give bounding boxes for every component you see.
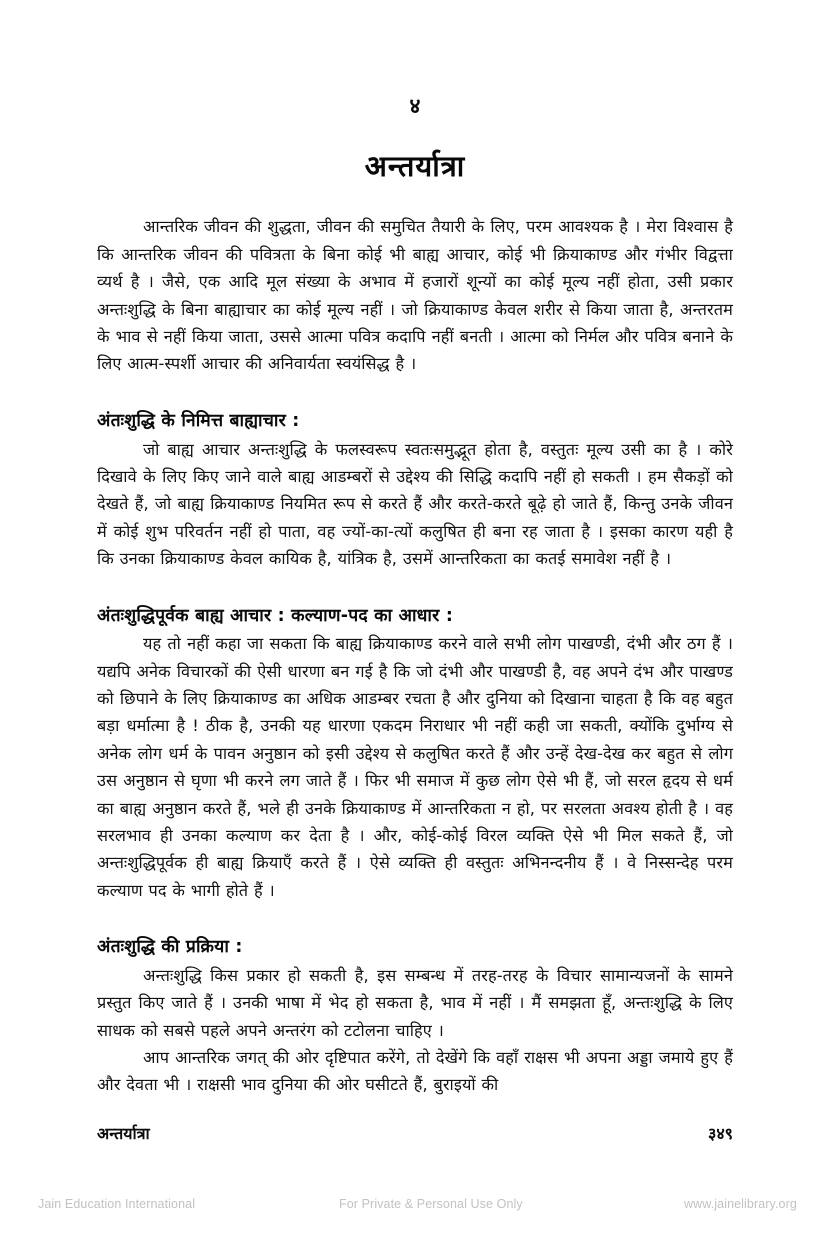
section-heading-bahyachar: अंतःशुद्धि के निमित्त बाह्याचार : [97, 410, 300, 431]
archive-usage-notice: For Private & Personal Use Only [339, 1197, 523, 1211]
paragraph-spacer [97, 575, 733, 587]
footer-running-title: अन्तर्यात्रा [97, 1124, 150, 1143]
section-paragraph-prakriya-1: अन्तःशुद्धि किस प्रकार हो सकती है, इस सम्बन्ध में तरह-तरह के विचार सामान्यजनों के सामने प्रस्तुत किए जाते हैं । उनकी भाषा में भेद हो सकता है, भाव में नहीं । मैं समझता हूँ, अन्तःशुद्धि के लिए साधक को सबसे पहले अपने अन्तरंग को टटोलना चाहिए । [97, 965, 733, 1040]
section-heading-prakriya: अंतःशुद्धि की प्रक्रिया : [97, 937, 243, 958]
paragraph-spacer [97, 906, 733, 918]
chapter-title: अन्तर्यात्रा [364, 149, 466, 183]
archive-organization-label: Jain Education International [38, 1197, 196, 1211]
section-paragraph-prakriya-2: आप आन्तरिक जगत् की ओर दृष्टिपात करेंगे, तो देखेंगे कि वहाँ राक्षस भी अपना अड्डा जमाये हुए हैं और देवता भी । राक्षसी भाव दुनिया की ओर घसीटते हैं, बुराइयों की [97, 1048, 733, 1095]
archive-website-link[interactable]: www.jainelibrary.org [684, 1197, 797, 1211]
page-content-column [97, 96, 733, 1099]
section-heading-kalyan-pad: अंतःशुद्धिपूर्वक बाह्य आचार : कल्याण-पद का आधार : [97, 605, 454, 626]
intro-paragraph: आन्तरिक जीवन की शुद्धता, जीवन की समुचित तैयारी के लिए, परम आवश्यक है । मेरा विश्वास है कि आन्तरिक जीवन की पवित्रता के बिना कोई भी बाह्य आचार, कोई भी क्रियाकाण्ड और गंभीर विद्वत्ता व्यर्थ है । जैसे, एक आदि मूल संख्या के अभाव में हजारों शून्यों का कोई मूल्य नहीं होता, उसी प्रकार अन्तःशुद्धि के बिना बाह्याचार का कोई मूल्य नहीं । जो क्रियाकाण्ड केवल शरीर से किया जाता है, अन्तरतम के भाव से नहीं किया जाता, उससे आत्मा पवित्र कदापि नहीं बनती । आत्मा को निर्मल और पवित्र बनाने के लिए आत्म-स्पर्शी आचार की अनिवार्यता स्वयंसिद्ध है । [97, 217, 733, 374]
book-running-footer [97, 1122, 733, 1144]
chapter-number: ४ [409, 94, 421, 118]
section-paragraph-kalyan-pad: यह तो नहीं कहा जा सकता कि बाह्य क्रियाकाण्ड करने वाले सभी लोग पाखण्डी, दंभी और ठग हैं । यद्यपि अनेक विचारकों की ऐसी धारणा बन गई है कि जो दंभी और पाखण्डी है, वह अपने दंभ और पाखण्ड को छिपाने के लिए क्रियाकाण्ड का अधिक आडम्बर रचता है और दुनिया को दिखाना चाहता है कि वह बहुत बड़ा धर्मात्मा है ! ठीक है, उनकी यह धारणा एकदम निराधार भी नहीं कही जा सकती, क्योंकि दुर्भाग्य से अनेक लोग धर्म के पावन अनुष्ठान को इसी उद्देश्य से कलुषित करते हैं और उन्हें देख-देख कर बहुत से लोग उस अनुष्ठान से घृणा भी करने लग जाते हैं । फिर भी समाज में कुछ लोग ऐसे भी हैं, जो सरल हृदय से धर्म का बाह्य अनुष्ठान करते हैं, भले ही उनके क्रियाकाण्ड में आन्तरिकता न हो, पर सरलता अवश्य होती है । वह सरलभाव ही उनका कल्याण कर देता है । और, कोई-कोई विरल व्यक्ति ऐसे भी मिल सकते हैं, जो अन्तःशुद्धिपूर्वक ही बाह्य क्रियाएँ करते हैं । ऐसे व्यक्ति ही वस्तुतः अभिनन्दनीय हैं । वे निस्सन्देह परम कल्याण पद के भागी होते हैं । [97, 634, 733, 900]
section-paragraph-bahyachar: जो बाह्य आचार अन्तःशुद्धि के फलस्वरूप स्वतःसमुद्भूत होता है, वस्तुतः मूल्य उसी का है । कोरे दिखावे के लिए किए जाने वाले बाह्य आडम्बरों से उद्देश्य की सिद्धि कदापि नहीं हो सकती । हम सैकड़ों को देखते हैं, जो बाह्य क्रियाकाण्ड नियमित रूप से करते हैं और करते-करते बूढ़े हो जाते हैं, किन्तु उनके जीवन में कोई शुभ परिवर्तन नहीं हो पाता, वह ज्यों-का-त्यों कलुषित ही बना रह जाता है । इसका कारण यही है कि उनका क्रियाकाण्ड केवल कायिक है, यांत्रिक है, उसमें आन्तरिकता का कतई समावेश नहीं है । [97, 439, 733, 569]
paragraph-spacer [97, 380, 733, 392]
footer-page-number: ३४९ [708, 1124, 733, 1143]
